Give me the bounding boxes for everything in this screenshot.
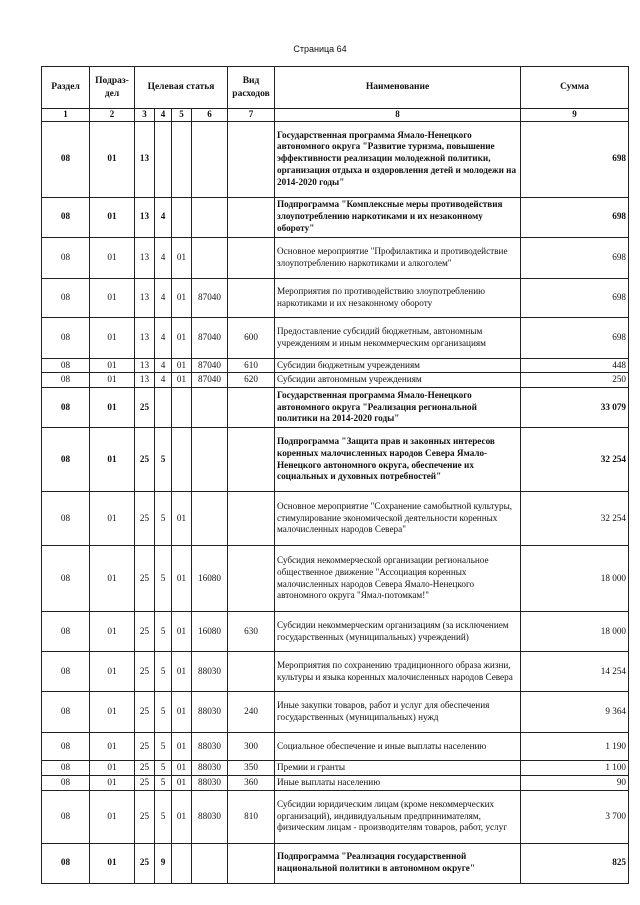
cell-sum: 448 [521, 358, 629, 373]
cell-subprog [155, 121, 172, 197]
cell-sum: 9 364 [521, 692, 629, 733]
cell-direction [192, 197, 228, 237]
table-row [42, 612, 629, 652]
cell-vid: 350 [228, 761, 275, 776]
cell-vid [228, 237, 275, 278]
cell-vid [228, 546, 275, 612]
cell-sum: 18 000 [521, 546, 629, 612]
cell-prog: 25 [135, 612, 155, 652]
cell-razdel: 08 [42, 612, 90, 652]
cell-vid: 360 [228, 775, 275, 790]
cell-name: Субсидии автономным учреждениям [275, 373, 521, 388]
cell-podrazdel: 01 [90, 843, 135, 883]
cell-subprog: 4 [155, 237, 172, 278]
cell-sum: 825 [521, 843, 629, 883]
cell-event [172, 121, 192, 197]
cell-vid [228, 197, 275, 237]
cell-razdel: 08 [42, 197, 90, 237]
cell-sum: 698 [521, 278, 629, 317]
col-number: 5 [172, 109, 192, 122]
header-summa: Сумма [521, 67, 629, 109]
cell-vid [228, 652, 275, 692]
cell-direction: 88030 [192, 692, 228, 733]
cell-direction [192, 843, 228, 883]
cell-sum: 32 254 [521, 492, 629, 546]
cell-name: Подпрограмма "Реализация государственной национальной политики в автономном округе" [275, 843, 521, 883]
cell-razdel: 08 [42, 775, 90, 790]
cell-direction: 87040 [192, 317, 228, 358]
cell-name: Подпрограмма "Защита прав и законных интересов коренных малочисленных народов Севера Ямало-Ненецкого автономного округа, обеспечение их социальных и духовных потребностей" [275, 428, 521, 492]
cell-event: 01 [172, 775, 192, 790]
cell-event: 01 [172, 652, 192, 692]
cell-subprog: 5 [155, 775, 172, 790]
cell-name: Премии и гранты [275, 761, 521, 776]
cell-prog: 25 [135, 492, 155, 546]
cell-event: 01 [172, 546, 192, 612]
column-number-row [42, 109, 629, 122]
cell-razdel: 08 [42, 373, 90, 388]
table-row [42, 388, 629, 428]
cell-vid [228, 278, 275, 317]
table-row [42, 373, 629, 388]
cell-podrazdel: 01 [90, 373, 135, 388]
cell-name: Иные выплаты населению [275, 775, 521, 790]
header-podrazdel: Подраз-дел [90, 67, 135, 109]
table-row [42, 761, 629, 776]
cell-podrazdel: 01 [90, 546, 135, 612]
cell-razdel: 08 [42, 317, 90, 358]
cell-prog: 25 [135, 790, 155, 843]
header-row [42, 67, 629, 109]
cell-podrazdel: 01 [90, 692, 135, 733]
cell-podrazdel: 01 [90, 317, 135, 358]
cell-sum: 32 254 [521, 428, 629, 492]
cell-name: Основное мероприятие "Сохранение самобытной культуры, стимулирование экономической деятельности коренных малочисленных народов Севера" [275, 492, 521, 546]
table-row [42, 790, 629, 843]
cell-prog: 25 [135, 733, 155, 761]
cell-name: Основное мероприятие "Профилактика и противодействие злоупотреблению наркотиками и алкоголем" [275, 237, 521, 278]
cell-subprog: 9 [155, 843, 172, 883]
cell-razdel: 08 [42, 843, 90, 883]
cell-name: Подпрограмма "Комплексные меры противодействия злоупотреблению наркотиками и их незаконному обороту" [275, 197, 521, 237]
cell-prog: 25 [135, 388, 155, 428]
cell-event: 01 [172, 237, 192, 278]
cell-name: Субсидии некоммерческим организациям (за исключением государственных (муниципальных) учреждений) [275, 612, 521, 652]
cell-razdel: 08 [42, 692, 90, 733]
cell-subprog: 4 [155, 278, 172, 317]
cell-direction: 88030 [192, 652, 228, 692]
cell-podrazdel: 01 [90, 121, 135, 197]
cell-podrazdel: 01 [90, 733, 135, 761]
cell-prog: 25 [135, 428, 155, 492]
table-row [42, 775, 629, 790]
cell-vid: 610 [228, 358, 275, 373]
cell-event: 01 [172, 358, 192, 373]
cell-subprog: 4 [155, 197, 172, 237]
col-number: 9 [521, 109, 629, 122]
cell-razdel: 08 [42, 428, 90, 492]
col-number: 2 [90, 109, 135, 122]
cell-event: 01 [172, 278, 192, 317]
cell-subprog: 5 [155, 612, 172, 652]
cell-subprog: 5 [155, 790, 172, 843]
cell-podrazdel: 01 [90, 761, 135, 776]
cell-subprog [155, 388, 172, 428]
cell-event: 01 [172, 692, 192, 733]
cell-direction: 87040 [192, 373, 228, 388]
cell-sum: 698 [521, 317, 629, 358]
cell-sum: 698 [521, 197, 629, 237]
cell-vid: 600 [228, 317, 275, 358]
cell-razdel: 08 [42, 546, 90, 612]
cell-sum: 3 700 [521, 790, 629, 843]
cell-name: Государственная программа Ямало-Ненецкого автономного округа "Реализация региональной политики на 2014-2020 годы" [275, 388, 521, 428]
cell-event: 01 [172, 761, 192, 776]
cell-subprog: 5 [155, 546, 172, 612]
cell-podrazdel: 01 [90, 775, 135, 790]
table-row [42, 492, 629, 546]
table-row [42, 121, 629, 197]
cell-vid [228, 428, 275, 492]
cell-podrazdel: 01 [90, 652, 135, 692]
cell-sum: 698 [521, 237, 629, 278]
cell-event [172, 843, 192, 883]
cell-podrazdel: 01 [90, 278, 135, 317]
cell-sum: 33 079 [521, 388, 629, 428]
cell-podrazdel: 01 [90, 612, 135, 652]
col-number: 7 [228, 109, 275, 122]
cell-sum: 18 000 [521, 612, 629, 652]
table-row [42, 197, 629, 237]
cell-razdel: 08 [42, 278, 90, 317]
cell-subprog: 5 [155, 652, 172, 692]
table-row [42, 237, 629, 278]
cell-prog: 25 [135, 775, 155, 790]
cell-podrazdel: 01 [90, 790, 135, 843]
cell-name: Мероприятия по противодействию злоупотреблению наркотиками и их незаконному обороту [275, 278, 521, 317]
cell-podrazdel: 01 [90, 358, 135, 373]
cell-vid: 630 [228, 612, 275, 652]
cell-razdel: 08 [42, 388, 90, 428]
cell-sum: 1 190 [521, 733, 629, 761]
cell-prog: 13 [135, 373, 155, 388]
cell-direction [192, 237, 228, 278]
table-row [42, 652, 629, 692]
cell-event [172, 388, 192, 428]
cell-sum: 698 [521, 121, 629, 197]
cell-subprog: 4 [155, 373, 172, 388]
cell-event [172, 197, 192, 237]
cell-subprog: 5 [155, 492, 172, 546]
col-number: 3 [135, 109, 155, 122]
cell-prog: 13 [135, 317, 155, 358]
col-number: 1 [42, 109, 90, 122]
cell-razdel: 08 [42, 733, 90, 761]
cell-prog: 25 [135, 652, 155, 692]
table-row [42, 546, 629, 612]
cell-podrazdel: 01 [90, 492, 135, 546]
cell-direction: 88030 [192, 790, 228, 843]
cell-direction: 87040 [192, 358, 228, 373]
cell-direction: 87040 [192, 278, 228, 317]
cell-name: Иные закупки товаров, работ и услуг для обеспечения государственных (муниципальных) нужд [275, 692, 521, 733]
budget-table [41, 66, 629, 884]
cell-name: Субсидия некоммерческой организации региональное общественное движение "Ассоциация коренных малочисленных народов Севера Ямало-Ненецкого автономного округа "Ямал-потомкам!" [275, 546, 521, 612]
table-row [42, 692, 629, 733]
cell-name: Субсидии юридическим лицам (кроме некоммерческих организаций), индивидуальным предпринимателям, физическим лицам - производителям товаров, работ, услуг [275, 790, 521, 843]
cell-event [172, 428, 192, 492]
table-row [42, 733, 629, 761]
cell-razdel: 08 [42, 492, 90, 546]
cell-name: Социальное обеспечение и иные выплаты населению [275, 733, 521, 761]
header-razdel: Раздел [42, 67, 90, 109]
cell-direction [192, 428, 228, 492]
cell-sum: 90 [521, 775, 629, 790]
col-number: 6 [192, 109, 228, 122]
cell-subprog: 5 [155, 428, 172, 492]
cell-direction [192, 492, 228, 546]
cell-razdel: 08 [42, 237, 90, 278]
cell-razdel: 08 [42, 790, 90, 843]
col-number: 8 [275, 109, 521, 122]
table-row [42, 843, 629, 883]
cell-direction: 16080 [192, 612, 228, 652]
cell-event: 01 [172, 317, 192, 358]
cell-vid [228, 843, 275, 883]
cell-prog: 13 [135, 121, 155, 197]
cell-subprog: 4 [155, 358, 172, 373]
cell-razdel: 08 [42, 652, 90, 692]
cell-vid: 240 [228, 692, 275, 733]
cell-direction: 88030 [192, 761, 228, 776]
cell-podrazdel: 01 [90, 237, 135, 278]
cell-direction: 88030 [192, 775, 228, 790]
col-number: 4 [155, 109, 172, 122]
cell-razdel: 08 [42, 121, 90, 197]
cell-sum: 14 254 [521, 652, 629, 692]
cell-subprog: 4 [155, 317, 172, 358]
table-row [42, 428, 629, 492]
cell-prog: 25 [135, 843, 155, 883]
cell-event: 01 [172, 492, 192, 546]
cell-prog: 25 [135, 692, 155, 733]
cell-direction [192, 121, 228, 197]
cell-subprog: 5 [155, 692, 172, 733]
cell-subprog: 5 [155, 733, 172, 761]
cell-vid: 300 [228, 733, 275, 761]
cell-direction: 16080 [192, 546, 228, 612]
cell-prog: 13 [135, 197, 155, 237]
cell-prog: 25 [135, 761, 155, 776]
cell-event: 01 [172, 612, 192, 652]
cell-name: Субсидии бюджетным учреждениям [275, 358, 521, 373]
table-row [42, 278, 629, 317]
table-row [42, 358, 629, 373]
cell-direction: 88030 [192, 733, 228, 761]
cell-subprog: 5 [155, 761, 172, 776]
cell-prog: 13 [135, 278, 155, 317]
cell-vid: 810 [228, 790, 275, 843]
cell-prog: 13 [135, 358, 155, 373]
cell-sum: 250 [521, 373, 629, 388]
cell-prog: 13 [135, 237, 155, 278]
cell-name: Государственная программа Ямало-Ненецкого автономного округа "Развитие туризма, повышение эффективности реализации молодежной политики, организация отдыха и оздоровления детей и молодежи на 2014-2020 годы" [275, 121, 521, 197]
cell-event: 01 [172, 733, 192, 761]
cell-prog: 25 [135, 546, 155, 612]
header-vid: Вид расходов [228, 67, 275, 109]
cell-sum: 1 100 [521, 761, 629, 776]
cell-podrazdel: 01 [90, 428, 135, 492]
header-celevaya: Целевая статья [135, 67, 228, 109]
cell-name: Мероприятия по сохранению традиционного образа жизни, культуры и языка коренных малочисленных народов Севера [275, 652, 521, 692]
cell-vid [228, 492, 275, 546]
table-row [42, 317, 629, 358]
cell-vid: 620 [228, 373, 275, 388]
cell-podrazdel: 01 [90, 197, 135, 237]
cell-direction [192, 388, 228, 428]
cell-razdel: 08 [42, 761, 90, 776]
cell-event: 01 [172, 790, 192, 843]
cell-vid [228, 121, 275, 197]
cell-vid [228, 388, 275, 428]
page-label: Страница 64 [293, 44, 347, 54]
cell-name: Предоставление субсидий бюджетным, автономным учреждениям и иным некоммерческим организациям [275, 317, 521, 358]
cell-razdel: 08 [42, 358, 90, 373]
cell-event: 01 [172, 373, 192, 388]
cell-podrazdel: 01 [90, 388, 135, 428]
header-name: Наименование [275, 67, 521, 109]
